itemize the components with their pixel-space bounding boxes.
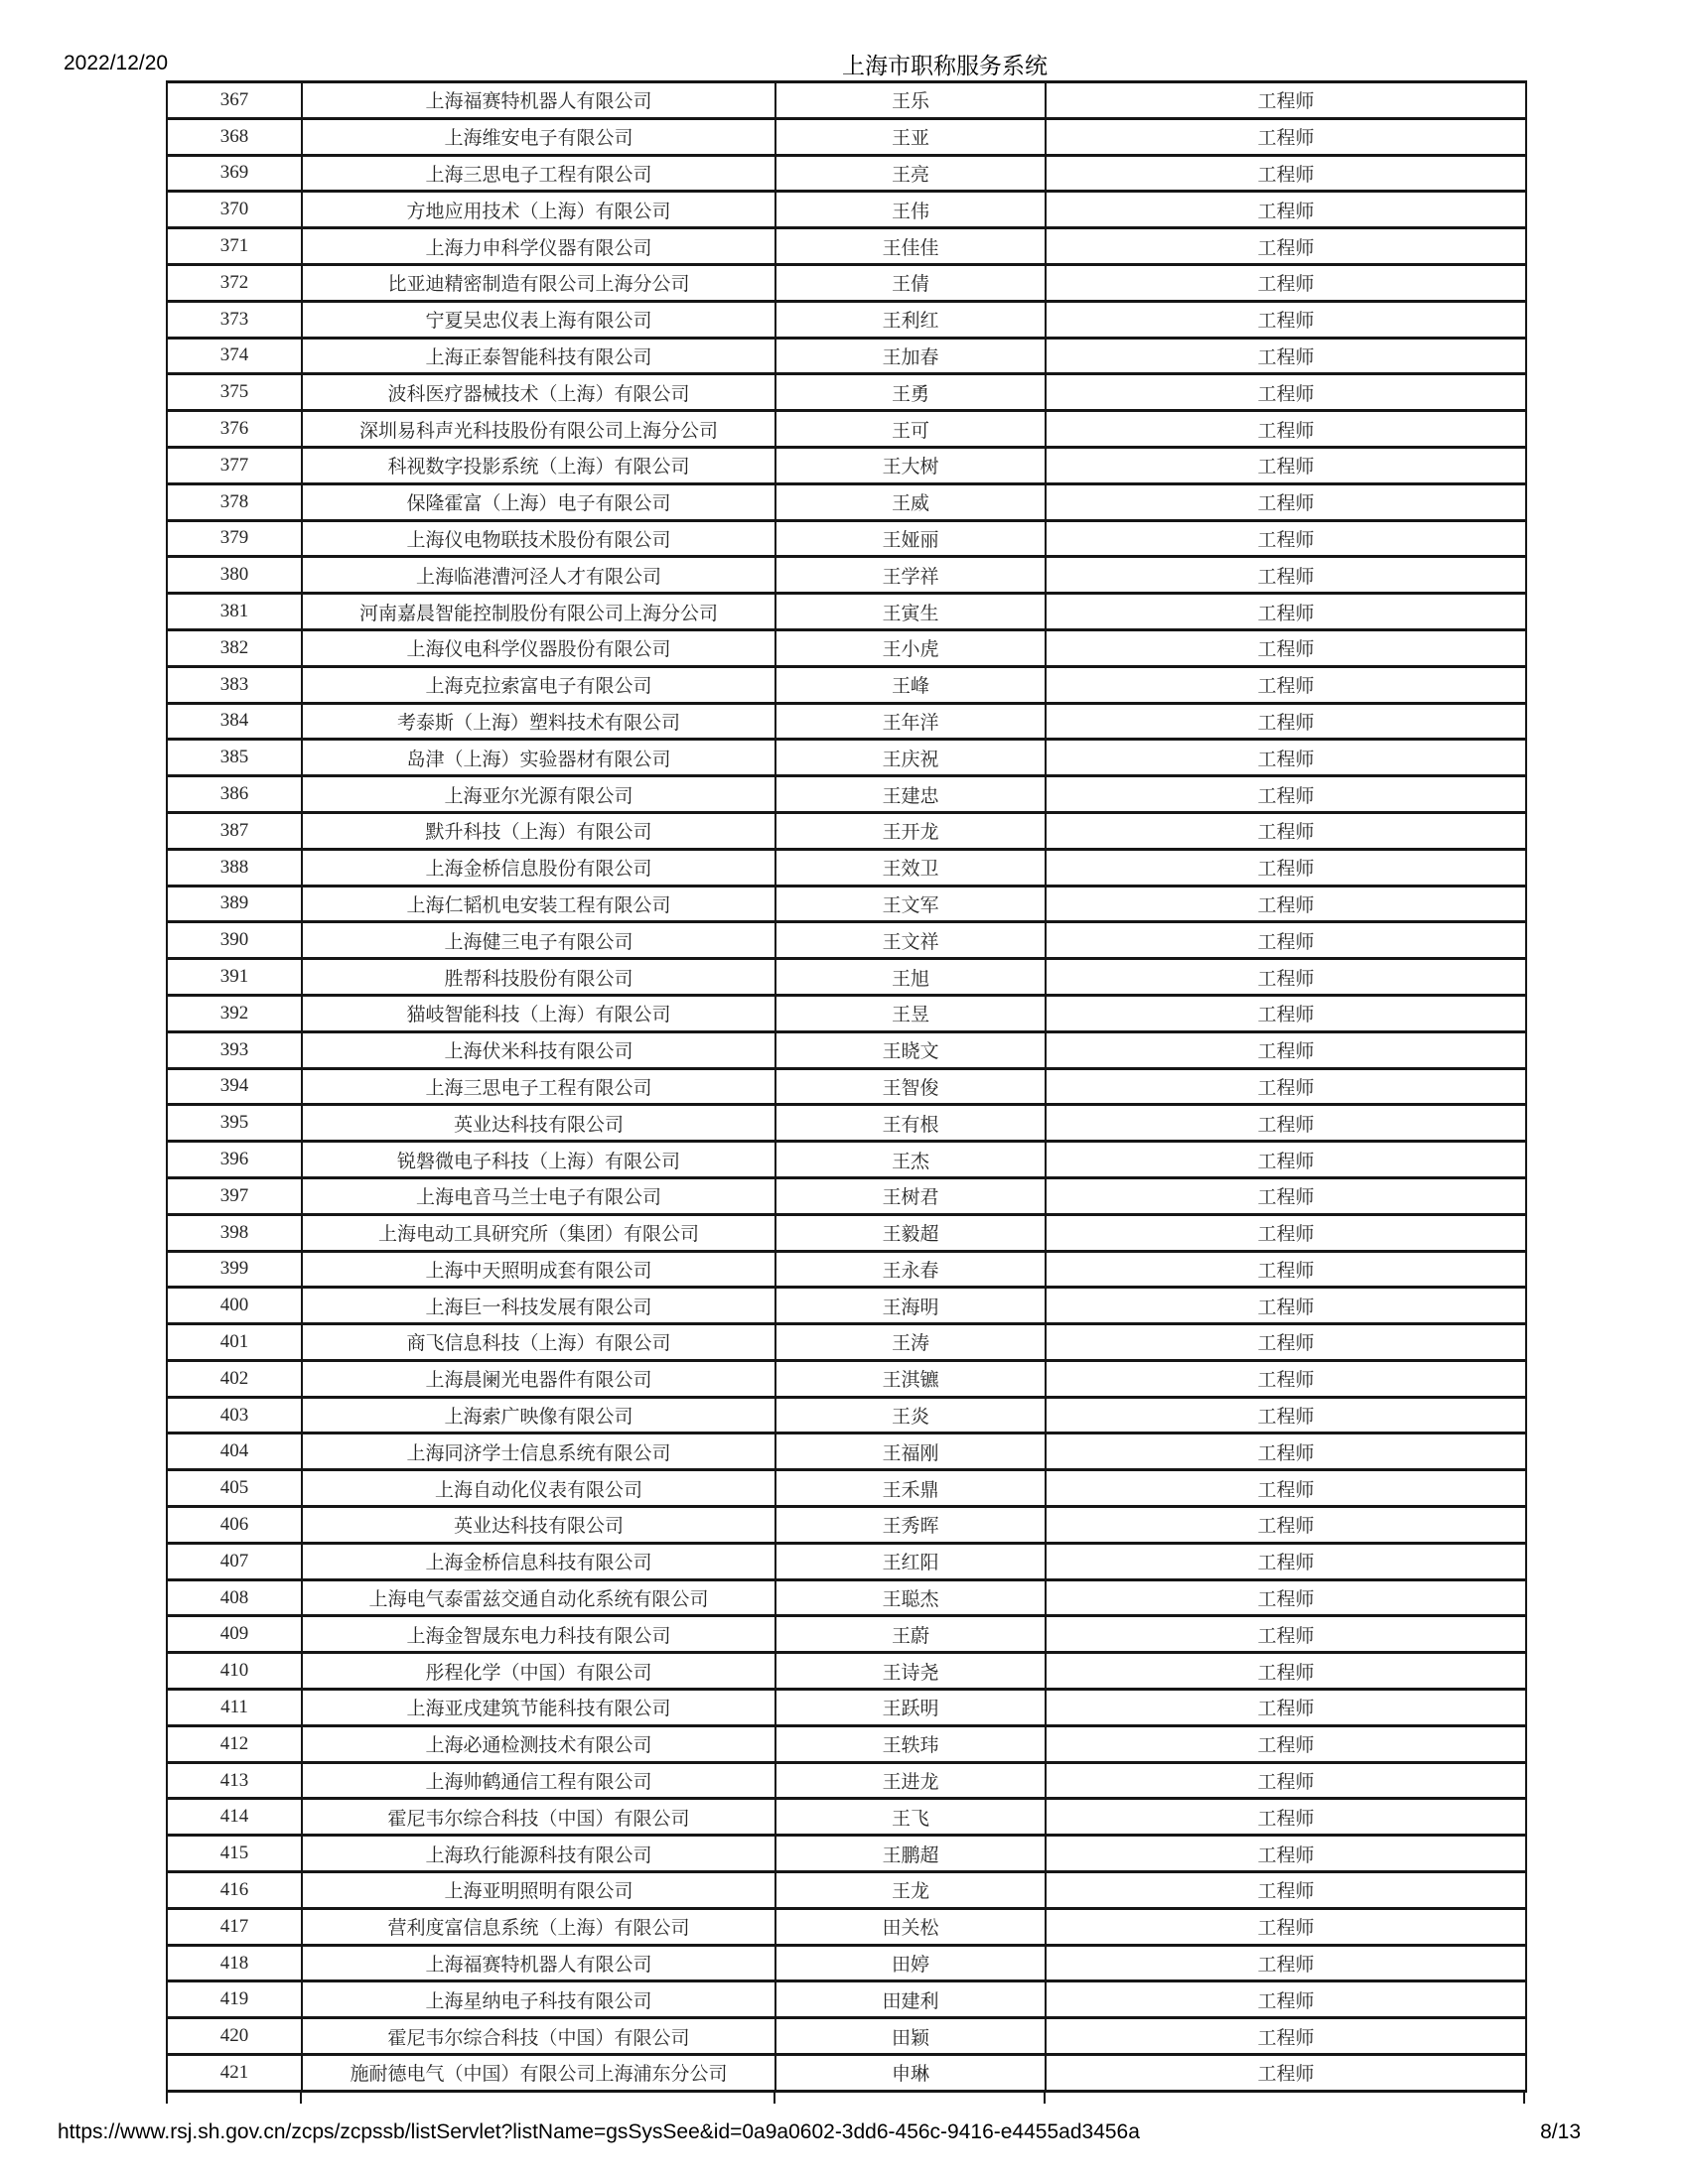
job-title-cell: 工程师 — [1046, 1397, 1526, 1433]
person-name-cell: 王福刚 — [775, 1433, 1046, 1470]
company-cell: 方地应用技术（上海）有限公司 — [302, 192, 775, 228]
row-number: 406 — [167, 1507, 302, 1544]
job-title-cell: 工程师 — [1046, 1981, 1526, 2018]
table-row — [167, 776, 1526, 813]
row-number: 378 — [167, 483, 302, 520]
row-number: 394 — [167, 1068, 302, 1105]
person-name-cell: 王伟 — [775, 192, 1046, 228]
person-name-cell: 王诗尧 — [775, 1653, 1046, 1690]
person-name-cell: 王开龙 — [775, 812, 1046, 849]
company-cell: 上海电气泰雷兹交通自动化系统有限公司 — [302, 1579, 775, 1616]
company-cell: 上海仁韬机电安装工程有限公司 — [302, 886, 775, 922]
job-title-cell: 工程师 — [1046, 557, 1526, 594]
clipped-next-row — [166, 2093, 1525, 2104]
table-row — [167, 703, 1526, 740]
table-row — [167, 301, 1526, 338]
table-border-segment — [300, 2093, 302, 2104]
row-number: 415 — [167, 1836, 302, 1872]
row-number: 416 — [167, 1872, 302, 1909]
table-row — [167, 995, 1526, 1031]
job-title-cell: 工程师 — [1046, 776, 1526, 813]
person-name-cell: 王效卫 — [775, 849, 1046, 886]
job-title-cell: 工程师 — [1046, 1945, 1526, 1981]
job-title-cell: 工程师 — [1046, 812, 1526, 849]
company-cell: 上海索广映像有限公司 — [302, 1397, 775, 1433]
table-row — [167, 192, 1526, 228]
row-number: 403 — [167, 1397, 302, 1433]
table-row — [167, 1214, 1526, 1251]
company-cell: 科视数字投影系统（上海）有限公司 — [302, 447, 775, 483]
table-row — [167, 1836, 1526, 1872]
company-cell: 彤程化学（中国）有限公司 — [302, 1653, 775, 1690]
job-title-cell: 工程师 — [1046, 228, 1526, 265]
row-number: 409 — [167, 1616, 302, 1653]
table-row — [167, 1799, 1526, 1836]
company-cell: 深圳易科声光科技股份有限公司上海分公司 — [302, 411, 775, 448]
company-cell: 锐磐微电子科技（上海）有限公司 — [302, 1142, 775, 1178]
table-row — [167, 264, 1526, 301]
person-name-cell: 王佳佳 — [775, 228, 1046, 265]
job-title-cell: 工程师 — [1046, 1142, 1526, 1178]
company-cell: 保隆霍富（上海）电子有限公司 — [302, 483, 775, 520]
row-number: 413 — [167, 1762, 302, 1799]
job-title-cell: 工程师 — [1046, 1836, 1526, 1872]
person-name-cell: 王可 — [775, 411, 1046, 448]
company-cell: 上海金智晟东电力科技有限公司 — [302, 1616, 775, 1653]
person-name-cell: 王禾鼎 — [775, 1470, 1046, 1507]
person-name-cell: 田关松 — [775, 1908, 1046, 1945]
row-number: 402 — [167, 1360, 302, 1397]
person-name-cell: 王有根 — [775, 1105, 1046, 1142]
row-number: 412 — [167, 1725, 302, 1762]
person-name-cell: 王杰 — [775, 1142, 1046, 1178]
job-title-cell: 工程师 — [1046, 483, 1526, 520]
row-number: 400 — [167, 1288, 302, 1324]
company-cell: 商飞信息科技（上海）有限公司 — [302, 1324, 775, 1361]
job-title-cell: 工程师 — [1046, 1433, 1526, 1470]
company-cell: 宁夏吴忠仪表上海有限公司 — [302, 301, 775, 338]
company-cell: 上海星纳电子科技有限公司 — [302, 1981, 775, 2018]
job-title-cell: 工程师 — [1046, 301, 1526, 338]
table-row — [167, 886, 1526, 922]
source-url: https://www.rsj.sh.gov.cn/zcps/zcpssb/listServlet?listName=gsSysSee&id=0a9a0602-3dd6-456c-9416-e4455ad3456a — [58, 2120, 1140, 2143]
company-cell: 波科医疗器械技术（上海）有限公司 — [302, 374, 775, 411]
company-cell: 上海电动工具研究所（集团）有限公司 — [302, 1214, 775, 1251]
person-name-cell: 王智俊 — [775, 1068, 1046, 1105]
row-number: 373 — [167, 301, 302, 338]
person-name-cell: 王涛 — [775, 1324, 1046, 1361]
company-cell: 上海金桥信息股份有限公司 — [302, 849, 775, 886]
person-name-cell: 王乐 — [775, 82, 1046, 119]
job-title-cell: 工程师 — [1046, 1214, 1526, 1251]
table-row — [167, 82, 1526, 119]
page-title: 上海市职称服务系统 — [842, 53, 1048, 78]
table-row — [167, 666, 1526, 703]
person-name-cell: 王秀晖 — [775, 1507, 1046, 1544]
job-title-cell: 工程师 — [1046, 995, 1526, 1031]
row-number: 418 — [167, 1945, 302, 1981]
company-cell: 营利度富信息系统（上海）有限公司 — [302, 1908, 775, 1945]
person-name-cell: 王建忠 — [775, 776, 1046, 813]
job-title-cell: 工程师 — [1046, 1799, 1526, 1836]
table-border-segment — [774, 2093, 775, 2104]
row-number: 392 — [167, 995, 302, 1031]
table-row — [167, 1616, 1526, 1653]
company-cell: 默升科技（上海）有限公司 — [302, 812, 775, 849]
row-number: 391 — [167, 959, 302, 996]
person-name-cell: 王聪杰 — [775, 1579, 1046, 1616]
job-title-cell: 工程师 — [1046, 374, 1526, 411]
job-title-cell: 工程师 — [1046, 740, 1526, 776]
job-title-cell: 工程师 — [1046, 1653, 1526, 1690]
table-row — [167, 1470, 1526, 1507]
row-number: 367 — [167, 82, 302, 119]
company-cell: 霍尼韦尔综合科技（中国）有限公司 — [302, 1799, 775, 1836]
person-name-cell: 王昱 — [775, 995, 1046, 1031]
job-title-cell: 工程师 — [1046, 82, 1526, 119]
person-name-cell: 王进龙 — [775, 1762, 1046, 1799]
company-cell: 施耐德电气（中国）有限公司上海浦东分公司 — [302, 2055, 775, 2092]
table-row — [167, 374, 1526, 411]
job-title-cell: 工程师 — [1046, 447, 1526, 483]
person-name-cell: 王晓文 — [775, 1031, 1046, 1068]
table-row — [167, 1397, 1526, 1433]
row-number: 382 — [167, 629, 302, 666]
job-title-cell: 工程师 — [1046, 1470, 1526, 1507]
job-title-cell: 工程师 — [1046, 886, 1526, 922]
row-number: 375 — [167, 374, 302, 411]
row-number: 407 — [167, 1543, 302, 1579]
table-row — [167, 1945, 1526, 1981]
table-row — [167, 1872, 1526, 1909]
table-row — [167, 483, 1526, 520]
table-row — [167, 740, 1526, 776]
person-name-cell: 王树君 — [775, 1177, 1046, 1214]
person-name-cell: 王红阳 — [775, 1543, 1046, 1579]
company-cell: 上海仪电科学仪器股份有限公司 — [302, 629, 775, 666]
job-title-cell: 工程师 — [1046, 666, 1526, 703]
table-row — [167, 228, 1526, 265]
job-title-cell: 工程师 — [1046, 1507, 1526, 1544]
table-row — [167, 1543, 1526, 1579]
job-title-cell: 工程师 — [1046, 118, 1526, 155]
person-name-cell: 王龙 — [775, 1872, 1046, 1909]
company-cell: 河南嘉晨智能控制股份有限公司上海分公司 — [302, 594, 775, 630]
row-number: 370 — [167, 192, 302, 228]
table-border-segment — [1523, 2093, 1525, 2104]
person-name-cell: 王鹏超 — [775, 1836, 1046, 1872]
job-title-cell: 工程师 — [1046, 1105, 1526, 1142]
person-name-cell: 王海明 — [775, 1288, 1046, 1324]
person-name-cell: 王文军 — [775, 886, 1046, 922]
company-cell: 上海金桥信息科技有限公司 — [302, 1543, 775, 1579]
table-row — [167, 1360, 1526, 1397]
person-name-cell: 王寅生 — [775, 594, 1046, 630]
table-row — [167, 2018, 1526, 2055]
job-title-cell: 工程师 — [1046, 411, 1526, 448]
company-cell: 考泰斯（上海）塑料技术有限公司 — [302, 703, 775, 740]
person-name-cell: 王亮 — [775, 155, 1046, 192]
table-row — [167, 594, 1526, 630]
company-cell: 猫岐智能科技（上海）有限公司 — [302, 995, 775, 1031]
person-name-cell: 王小虎 — [775, 629, 1046, 666]
job-title-cell: 工程师 — [1046, 155, 1526, 192]
row-number: 401 — [167, 1324, 302, 1361]
table-row — [167, 1251, 1526, 1288]
job-title-cell: 工程师 — [1046, 1543, 1526, 1579]
company-cell: 胜帮科技股份有限公司 — [302, 959, 775, 996]
person-name-cell: 王利红 — [775, 301, 1046, 338]
job-title-cell: 工程师 — [1046, 1579, 1526, 1616]
company-cell: 上海亚明照明有限公司 — [302, 1872, 775, 1909]
table-row — [167, 1031, 1526, 1068]
person-name-cell: 申琳 — [775, 2055, 1046, 2092]
company-cell: 上海伏米科技有限公司 — [302, 1031, 775, 1068]
job-title-cell: 工程师 — [1046, 629, 1526, 666]
company-cell: 上海自动化仪表有限公司 — [302, 1470, 775, 1507]
person-name-cell: 王娅丽 — [775, 520, 1046, 557]
row-number: 390 — [167, 922, 302, 959]
table-row — [167, 1507, 1526, 1544]
row-number: 405 — [167, 1470, 302, 1507]
row-number: 414 — [167, 1799, 302, 1836]
company-cell: 上海亚戌建筑节能科技有限公司 — [302, 1690, 775, 1726]
company-cell: 上海正泰智能科技有限公司 — [302, 338, 775, 374]
table-border-segment — [1044, 2093, 1046, 2104]
row-number: 396 — [167, 1142, 302, 1178]
row-number: 383 — [167, 666, 302, 703]
company-cell: 上海力申科学仪器有限公司 — [302, 228, 775, 265]
person-name-cell: 田颖 — [775, 2018, 1046, 2055]
company-cell: 上海三思电子工程有限公司 — [302, 1068, 775, 1105]
job-title-cell: 工程师 — [1046, 2018, 1526, 2055]
job-title-cell: 工程师 — [1046, 959, 1526, 996]
table-row — [167, 155, 1526, 192]
job-title-cell: 工程师 — [1046, 1324, 1526, 1361]
job-title-cell: 工程师 — [1046, 849, 1526, 886]
row-number: 389 — [167, 886, 302, 922]
table-border-segment — [166, 2093, 168, 2104]
row-number: 369 — [167, 155, 302, 192]
person-name-cell: 王庆祝 — [775, 740, 1046, 776]
person-name-cell: 王年洋 — [775, 703, 1046, 740]
table-body — [167, 82, 1526, 2092]
job-title-cell: 工程师 — [1046, 1908, 1526, 1945]
company-cell: 岛津（上海）实验器材有限公司 — [302, 740, 775, 776]
person-name-cell: 田建利 — [775, 1981, 1046, 2018]
company-cell: 上海玖行能源科技有限公司 — [302, 1836, 775, 1872]
table-row — [167, 1177, 1526, 1214]
job-title-cell: 工程师 — [1046, 1288, 1526, 1324]
row-number: 377 — [167, 447, 302, 483]
table-row — [167, 849, 1526, 886]
row-number: 371 — [167, 228, 302, 265]
row-number: 408 — [167, 1579, 302, 1616]
row-number: 380 — [167, 557, 302, 594]
job-title-cell: 工程师 — [1046, 192, 1526, 228]
company-cell: 上海仪电物联技术股份有限公司 — [302, 520, 775, 557]
table-row — [167, 1288, 1526, 1324]
job-title-cell: 工程师 — [1046, 703, 1526, 740]
job-title-cell: 工程师 — [1046, 1762, 1526, 1799]
job-title-cell: 工程师 — [1046, 1068, 1526, 1105]
row-number: 417 — [167, 1908, 302, 1945]
job-title-cell: 工程师 — [1046, 338, 1526, 374]
job-title-cell: 工程师 — [1046, 922, 1526, 959]
row-number: 379 — [167, 520, 302, 557]
title-roster-table — [166, 80, 1527, 2093]
job-title-cell: 工程师 — [1046, 1177, 1526, 1214]
job-title-cell: 工程师 — [1046, 1360, 1526, 1397]
company-cell: 霍尼韦尔综合科技（中国）有限公司 — [302, 2018, 775, 2055]
row-number: 385 — [167, 740, 302, 776]
person-name-cell: 王毅超 — [775, 1214, 1046, 1251]
table-row — [167, 1433, 1526, 1470]
table-row — [167, 1725, 1526, 1762]
company-cell: 上海电音马兰士电子有限公司 — [302, 1177, 775, 1214]
person-name-cell: 王轶玮 — [775, 1725, 1046, 1762]
person-name-cell: 王学祥 — [775, 557, 1046, 594]
table-row — [167, 959, 1526, 996]
person-name-cell: 田婷 — [775, 1945, 1046, 1981]
table-row — [167, 1690, 1526, 1726]
table-row — [167, 520, 1526, 557]
person-name-cell: 王倩 — [775, 264, 1046, 301]
table-row — [167, 118, 1526, 155]
person-name-cell: 王蔚 — [775, 1616, 1046, 1653]
company-cell: 上海同济学士信息系统有限公司 — [302, 1433, 775, 1470]
row-number: 404 — [167, 1433, 302, 1470]
row-number: 388 — [167, 849, 302, 886]
row-number: 393 — [167, 1031, 302, 1068]
row-number: 384 — [167, 703, 302, 740]
table-row — [167, 629, 1526, 666]
job-title-cell: 工程师 — [1046, 1031, 1526, 1068]
person-name-cell: 王淇镳 — [775, 1360, 1046, 1397]
table-row — [167, 1068, 1526, 1105]
roster-table-wrap — [166, 80, 1525, 2104]
table-row — [167, 447, 1526, 483]
job-title-cell: 工程师 — [1046, 2055, 1526, 2092]
row-number: 419 — [167, 1981, 302, 2018]
company-cell: 上海亚尔光源有限公司 — [302, 776, 775, 813]
job-title-cell: 工程师 — [1046, 1251, 1526, 1288]
table-row — [167, 557, 1526, 594]
job-title-cell: 工程师 — [1046, 264, 1526, 301]
row-number: 368 — [167, 118, 302, 155]
row-number: 381 — [167, 594, 302, 630]
company-cell: 上海三思电子工程有限公司 — [302, 155, 775, 192]
table-row — [167, 1579, 1526, 1616]
person-name-cell: 王飞 — [775, 1799, 1046, 1836]
row-number: 421 — [167, 2055, 302, 2092]
person-name-cell: 王旭 — [775, 959, 1046, 996]
table-row — [167, 1762, 1526, 1799]
person-name-cell: 王威 — [775, 483, 1046, 520]
row-number: 398 — [167, 1214, 302, 1251]
person-name-cell: 王勇 — [775, 374, 1046, 411]
person-name-cell: 王加春 — [775, 338, 1046, 374]
person-name-cell: 王永春 — [775, 1251, 1046, 1288]
table-row — [167, 1324, 1526, 1361]
row-number: 420 — [167, 2018, 302, 2055]
table-row — [167, 1142, 1526, 1178]
table-row — [167, 1908, 1526, 1945]
person-name-cell: 王亚 — [775, 118, 1046, 155]
job-title-cell: 工程师 — [1046, 1725, 1526, 1762]
company-cell: 上海维安电子有限公司 — [302, 118, 775, 155]
company-cell: 上海克拉索富电子有限公司 — [302, 666, 775, 703]
row-number: 395 — [167, 1105, 302, 1142]
company-cell: 比亚迪精密制造有限公司上海分公司 — [302, 264, 775, 301]
person-name-cell: 王峰 — [775, 666, 1046, 703]
print-date: 2022/12/20 — [64, 52, 169, 74]
job-title-cell: 工程师 — [1046, 520, 1526, 557]
person-name-cell: 王跃明 — [775, 1690, 1046, 1726]
company-cell: 上海晨阑光电器件有限公司 — [302, 1360, 775, 1397]
page-number: 8/13 — [1540, 2120, 1581, 2143]
table-row — [167, 812, 1526, 849]
row-number: 386 — [167, 776, 302, 813]
company-cell: 英业达科技有限公司 — [302, 1105, 775, 1142]
company-cell: 上海健三电子有限公司 — [302, 922, 775, 959]
company-cell: 上海中天照明成套有限公司 — [302, 1251, 775, 1288]
company-cell: 上海临港漕河泾人才有限公司 — [302, 557, 775, 594]
job-title-cell: 工程师 — [1046, 594, 1526, 630]
row-number: 372 — [167, 264, 302, 301]
company-cell: 上海必通检测技术有限公司 — [302, 1725, 775, 1762]
person-name-cell: 王大树 — [775, 447, 1046, 483]
company-cell: 上海福赛特机器人有限公司 — [302, 82, 775, 119]
person-name-cell: 王炎 — [775, 1397, 1046, 1433]
row-number: 387 — [167, 812, 302, 849]
row-number: 410 — [167, 1653, 302, 1690]
row-number: 399 — [167, 1251, 302, 1288]
company-cell: 上海巨一科技发展有限公司 — [302, 1288, 775, 1324]
row-number: 411 — [167, 1690, 302, 1726]
table-row — [167, 1105, 1526, 1142]
job-title-cell: 工程师 — [1046, 1616, 1526, 1653]
table-row — [167, 411, 1526, 448]
person-name-cell: 王文祥 — [775, 922, 1046, 959]
job-title-cell: 工程师 — [1046, 1690, 1526, 1726]
table-row — [167, 338, 1526, 374]
table-row — [167, 922, 1526, 959]
row-number: 374 — [167, 338, 302, 374]
job-title-cell: 工程师 — [1046, 1872, 1526, 1909]
row-number: 376 — [167, 411, 302, 448]
table-row — [167, 1981, 1526, 2018]
company-cell: 上海帅鹤通信工程有限公司 — [302, 1762, 775, 1799]
row-number: 397 — [167, 1177, 302, 1214]
table-row — [167, 2055, 1526, 2092]
company-cell: 英业达科技有限公司 — [302, 1507, 775, 1544]
company-cell: 上海福赛特机器人有限公司 — [302, 1945, 775, 1981]
table-row — [167, 1653, 1526, 1690]
